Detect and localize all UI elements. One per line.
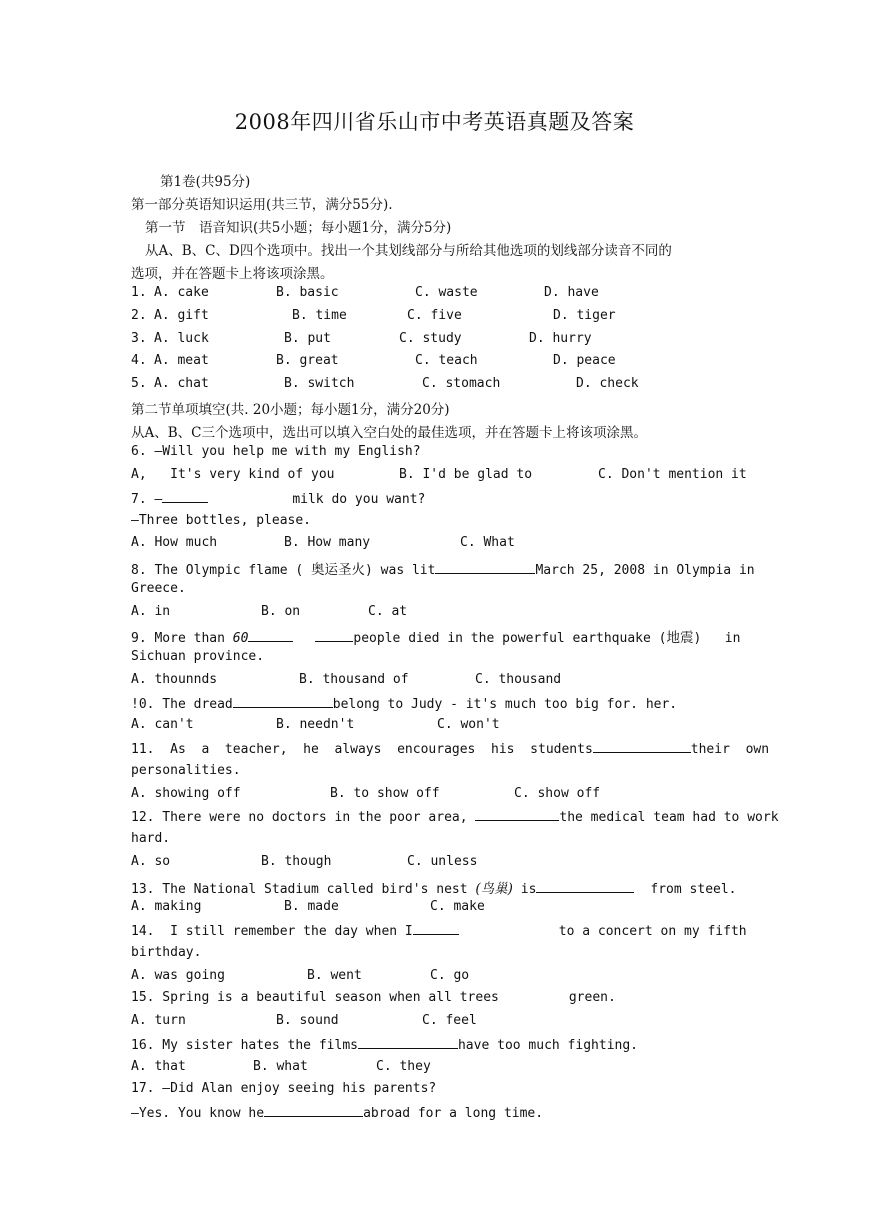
q13-stem: [131, 877, 737, 897]
option-a: A. cake: [154, 285, 209, 300]
answer-blank: [593, 740, 691, 753]
q8-stem-cont: Greece.: [131, 581, 186, 596]
q14-stem-cont: birthday.: [131, 945, 202, 960]
section1-heading: 第一节 语音知识(共5小题；每小题1分，满分5分): [145, 220, 452, 236]
section2-heading: 第二节单项填空(共. 20小题；每小题1分，满分20分): [131, 402, 450, 418]
q12-stem-start: 12. There were no doctors in the poor area,: [131, 810, 476, 825]
q12-option-b: B. though: [261, 854, 332, 869]
q10-stem-end: belong to Judy - it's much too big for. her.: [332, 697, 678, 712]
q12-stem-cont: hard.: [131, 831, 171, 846]
q9-stem-start: 9. More than: [131, 631, 233, 646]
q7-option-a: A. How much: [131, 535, 218, 550]
q8-option-c: C. at: [368, 604, 408, 619]
q9-stem: [131, 626, 740, 646]
q16-option-a: A. that: [131, 1059, 186, 1074]
q15-stem-end: green.: [568, 990, 616, 1005]
q16-stem: [131, 1036, 638, 1053]
option-b: B. great: [276, 353, 339, 368]
q13-stem-start: 13. The National Stadium called bird's nest: [131, 882, 476, 897]
option-d: D. tiger: [553, 308, 616, 323]
q10-option-b: B. needn't: [276, 717, 355, 732]
q10-option-a: A. can't: [131, 717, 194, 732]
q10-stem-start: !0. The dread: [131, 697, 233, 712]
q14-option-b: B. went: [307, 968, 362, 983]
q13-stem-chinese: (鸟巢): [475, 881, 513, 897]
q14-stem-end: to a concert on my fifth: [558, 924, 747, 939]
option-c: C. teach: [415, 353, 478, 368]
q16-stem-start: 16. My sister hates the films: [131, 1038, 358, 1053]
q11-option-c: C. show off: [514, 786, 601, 801]
option-d: D. check: [576, 376, 639, 391]
option-a: A. luck: [154, 331, 209, 346]
q11-option-a: A. showing off: [131, 786, 241, 801]
q13-option-a: A. making: [131, 899, 202, 914]
q14-option-a: A. was going: [131, 968, 225, 983]
q11-option-b: B. to show off: [330, 786, 440, 801]
option-b: B. switch: [284, 376, 355, 391]
option-a: A. chat: [154, 376, 209, 391]
q8-option-a: A. in: [131, 604, 171, 619]
answer-blank: [604, 880, 634, 893]
volume-heading: 第1卷(共95分): [160, 174, 251, 190]
q6-option-b: B. I'd be glad to: [399, 467, 533, 482]
q9-stem-chinese: 地震: [666, 630, 694, 646]
q16-option-c: C. they: [376, 1059, 431, 1074]
q17-reply-end: abroad for a long time.: [363, 1106, 544, 1121]
q15-stem: [131, 990, 616, 1005]
option-b: B. basic: [276, 285, 339, 300]
q11-stem: [131, 740, 769, 757]
q17-reply-start: —Yes. You know he: [131, 1106, 265, 1121]
q8-stem: [131, 558, 755, 578]
option-c: C. five: [407, 308, 462, 323]
q15-option-c: C. feel: [422, 1013, 477, 1028]
q8-stem-end: March 25, 2008 in Olympia in: [535, 563, 755, 578]
option-c: C. stomach: [422, 376, 501, 391]
q7-stem: [131, 490, 425, 507]
q7-stem-end: milk do you want?: [292, 492, 426, 507]
q14-option-c: C. go: [430, 968, 470, 983]
q8-stem-chinese: 奥运圣火: [311, 562, 366, 578]
section1-instruction: 从A、B、C、D四个选项中。找出一个其划线部分与所给其他选项的划线部分读音不同的: [145, 243, 672, 259]
q17-reply: [131, 1104, 543, 1121]
option-d: D. hurry: [529, 331, 592, 346]
part-heading: 第一部分英语知识运用(共三节，满分55分).: [131, 197, 393, 213]
q6-stem: 6. —Will you help me with my English?: [131, 444, 421, 459]
answer-blank: [413, 922, 459, 935]
answer-blank: [248, 629, 293, 642]
option-b: B. put: [284, 331, 331, 346]
q12-stem: [131, 808, 779, 825]
answer-blank: [264, 1104, 363, 1117]
answer-blank: [536, 880, 604, 893]
q12-stem-end: the medical team had to work: [559, 810, 779, 825]
answer-blank: [233, 695, 333, 708]
q8-stem-mid: ) was lit: [365, 563, 436, 578]
answer-blank: [315, 629, 353, 642]
q11-stem-cont: personalities.: [131, 763, 241, 778]
q8-stem-start: 8. The Olympic flame (: [131, 563, 304, 578]
q7-stem-start: 7. —: [131, 492, 163, 507]
q9-option-b: B. thousand of: [299, 672, 409, 687]
q12-option-a: A. so: [131, 854, 171, 869]
question-number: 2.: [131, 308, 147, 323]
q16-option-b: B. what: [253, 1059, 308, 1074]
q15-option-b: B. sound: [276, 1013, 339, 1028]
q8-option-b: B. on: [261, 604, 301, 619]
option-b: B. time: [292, 308, 347, 323]
q10-stem: [131, 695, 677, 712]
question-number: 5.: [131, 376, 147, 391]
q13-stem-end: from steel.: [650, 882, 737, 897]
page-title: 2008年四川省乐山市中考英语真题及答案: [234, 110, 635, 134]
q16-stem-end: have too much fighting.: [457, 1038, 638, 1053]
q17-stem: 17. —Did Alan enjoy seeing his parents?: [131, 1081, 437, 1096]
question-number: 1.: [131, 285, 147, 300]
option-d: D. have: [544, 285, 599, 300]
q13-option-c: C. make: [430, 899, 485, 914]
q13-option-b: B. made: [284, 899, 339, 914]
q9-stem-cont: Sichuan province.: [131, 649, 265, 664]
q15-stem-start: 15. Spring is a beautiful season when all trees: [131, 990, 499, 1005]
q7-option-b: B. How many: [284, 535, 371, 550]
q9-option-a: A. thounnds: [131, 672, 218, 687]
q11-stem-end: their own: [690, 742, 770, 757]
option-c: C. waste: [415, 285, 478, 300]
answer-blank: [162, 490, 208, 503]
answer-blank: [358, 1036, 458, 1049]
q13-stem-mid: is: [512, 882, 537, 897]
q10-option-c: C. won't: [437, 717, 500, 732]
q9-stem-end: ) in: [693, 631, 741, 646]
question-number: 4.: [131, 353, 147, 368]
q9-option-c: C. thousand: [475, 672, 562, 687]
option-a: A. gift: [154, 308, 209, 323]
q12-option-c: C. unless: [407, 854, 478, 869]
q9-number: 60: [232, 631, 249, 646]
option-a: A. meat: [154, 353, 209, 368]
option-d: D. peace: [553, 353, 616, 368]
q14-stem: [131, 922, 747, 939]
question-number: 3.: [131, 331, 147, 346]
q6-option-a: A, It's very kind of you: [131, 467, 335, 482]
section1-instruction-cont: 选项，并在答题卡上将该项涂黑。: [131, 266, 334, 282]
q11-stem-start: 11. As a teacher, he always encourages his students: [131, 742, 593, 757]
answer-blank: [475, 808, 559, 821]
q7-reply: —Three bottles, please.: [131, 513, 312, 528]
q7-option-c: C. What: [460, 535, 515, 550]
section2-instruction: 从A、B、C三个选项中，选出可以填入空白处的最佳选项，并在答题卡上将该项涂黑。: [131, 425, 647, 441]
answer-blank: [435, 561, 535, 574]
option-c: C. study: [399, 331, 462, 346]
q14-stem-start: 14. I still remember the day when I: [131, 924, 413, 939]
q6-option-c: C. Don't mention it: [598, 467, 747, 482]
q15-option-a: A. turn: [131, 1013, 186, 1028]
q9-stem-mid: people died in the powerful earthquake (: [353, 631, 667, 646]
